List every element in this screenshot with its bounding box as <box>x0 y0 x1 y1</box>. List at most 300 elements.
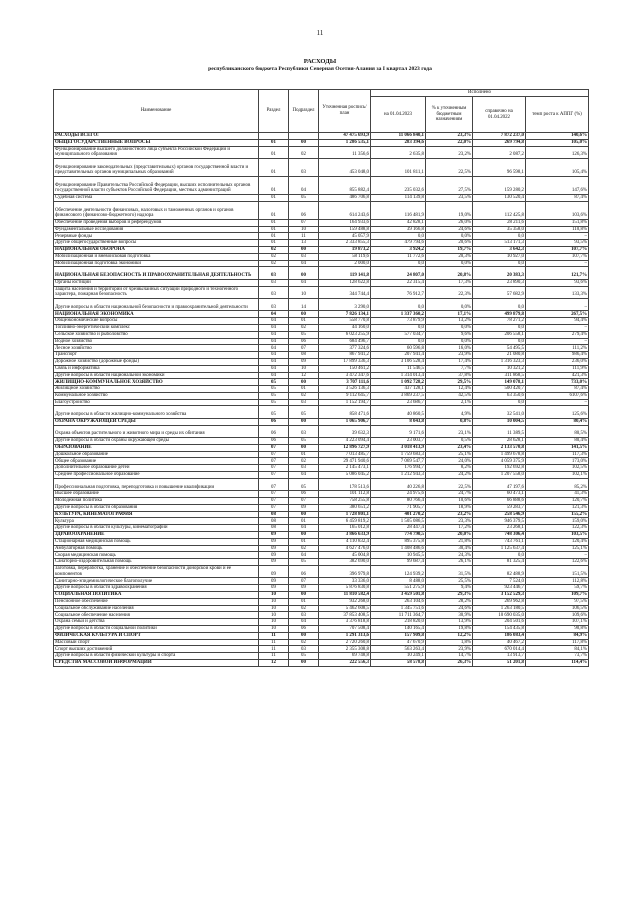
row-executed: 58 578,8 <box>371 659 426 666</box>
row-reference: 7 872 237,0 <box>473 133 526 140</box>
row-reference: 311 868,5 <box>473 372 526 379</box>
row-executed: 28 447,4 <box>371 525 426 532</box>
row-reference: 63 350,6 <box>473 392 526 399</box>
row-name: НАЦИОНАЛЬНАЯ БЕЗОПАСНОСТЬ И ПРАВООХРАНИТЕЛЬНАЯ ДЕЯТЕЛЬНОСТЬ <box>54 267 259 279</box>
row-executed: 42 828,1 <box>371 219 426 226</box>
row-subsection: 00 <box>289 418 319 425</box>
row-reference: 513 171,3 <box>473 240 526 247</box>
row-name: Функционирование законодательных (представительных) органов государственной власти и представительных органов муниципальных образований <box>54 158 259 176</box>
row-growth: 105,4% <box>526 158 589 176</box>
row-section: 10 <box>259 619 289 626</box>
header-section: Раздел <box>259 90 289 133</box>
row-executed: 3 018 413,9 <box>371 444 426 451</box>
table-row <box>54 267 589 279</box>
table-row <box>54 591 589 598</box>
row-percent: 22,0% <box>426 139 473 146</box>
header-name: Наименование <box>54 90 259 133</box>
row-plan: 7 826 134,1 <box>319 311 371 318</box>
row-reference: 28 211,6 <box>473 219 526 226</box>
row-percent: 0,5% <box>426 438 473 445</box>
row-name: Другие вопросы в области образования <box>54 504 259 511</box>
row-reference: 47 197,6 <box>473 478 526 490</box>
row-executed: 11 711 364,7 <box>371 612 426 619</box>
row-section: 10 <box>259 612 289 619</box>
row-name: Культура <box>54 518 259 525</box>
row-name: Массовый спорт <box>54 639 259 646</box>
row-subsection: 00 <box>289 659 319 666</box>
row-executed: 551 275,9 <box>371 585 426 592</box>
row-plan: 128 622,8 <box>319 279 371 286</box>
row-growth: 97,5% <box>526 598 589 605</box>
row-percent: 0,0% <box>426 260 473 267</box>
row-subsection: 04 <box>289 176 319 194</box>
header-pct: % к уточненным бюджетным назначениям <box>426 97 473 133</box>
row-section: 11 <box>259 639 289 646</box>
row-section: 09 <box>259 538 289 545</box>
row-name: Мобилизационная подготовка экономики <box>54 260 259 267</box>
row-name: Обеспечение проведения выборов и референдумов <box>54 219 259 226</box>
row-name: Другие вопросы в области здравоохранения <box>54 585 259 592</box>
row-plan: 1 152 194,7 <box>319 399 371 406</box>
row-executed: 563 263,4 <box>371 646 426 653</box>
row-section: 04 <box>259 338 289 345</box>
row-name: Функционирование высшего должностного лица субъекта Российской Федерации и муниципального образования <box>54 146 259 158</box>
row-percent: 13,9% <box>426 619 473 626</box>
table-row <box>54 338 589 345</box>
row-section: 06 <box>259 418 289 425</box>
row-name: Лесное хозяйство <box>54 345 259 352</box>
table-row <box>54 379 589 386</box>
row-percent: 20,8% <box>426 267 473 279</box>
row-executed: 0,0 <box>371 233 426 240</box>
row-plan: 5 876 830,8 <box>319 585 371 592</box>
row-name: Социальное обеспечение населения <box>54 612 259 619</box>
row-reference: 60 473,1 <box>473 491 526 498</box>
row-growth: 109,7% <box>526 591 589 598</box>
row-section: 09 <box>259 545 289 552</box>
row-name: Другие вопросы в области культуры, кинематографии <box>54 525 259 532</box>
row-name: РАСХОДЫ ВСЕГО: <box>54 133 259 140</box>
row-reference: 1 499 678,8 <box>473 451 526 458</box>
row-plan: 47 475 693,9 <box>319 133 371 140</box>
row-reference: 204 501,6 <box>473 619 526 626</box>
row-executed: 39 166,8 <box>371 226 426 233</box>
row-subsection: 09 <box>289 358 319 365</box>
row-section: 04 <box>259 365 289 372</box>
row-reference: 10 004,5 <box>473 418 526 425</box>
table-row <box>54 472 589 479</box>
row-executed: 0,0 <box>371 298 426 310</box>
row-plan: 3 376 818,8 <box>319 619 371 626</box>
table-row <box>54 478 589 490</box>
row-section: 04 <box>259 352 289 359</box>
row-section: 11 <box>259 632 289 639</box>
row-subsection: 07 <box>289 219 319 226</box>
table-row <box>54 653 589 660</box>
row-subsection: 03 <box>289 612 319 619</box>
row-executed: 1 314 013,4 <box>371 372 426 379</box>
row-name: СОЦИАЛЬНАЯ ПОЛИТИКА <box>54 591 259 598</box>
row-executed: 3 869 237,5 <box>371 392 426 399</box>
row-executed: 9 171,6 <box>371 425 426 437</box>
row-name: Благоустройство <box>54 399 259 406</box>
row-plan: 2 720 260,8 <box>319 639 371 646</box>
row-name: Дошкольное образование <box>54 451 259 458</box>
row-executed: 577 034,7 <box>371 331 426 338</box>
row-section: 03 <box>259 298 289 310</box>
row-name: Водное хозяйство <box>54 338 259 345</box>
row-section: 04 <box>259 358 289 365</box>
row-subsection: 02 <box>289 545 319 552</box>
row-growth: 107,7% <box>526 253 589 260</box>
table-row <box>54 345 589 352</box>
row-reference: 32 541,0 <box>473 406 526 418</box>
row-plan: 150 461,2 <box>319 365 371 372</box>
row-executed: 8 043,8 <box>371 418 426 425</box>
expenditure-table <box>53 89 589 667</box>
table-row <box>54 233 589 240</box>
row-reference: 0,0 <box>473 298 526 310</box>
row-section: 09 <box>259 559 289 566</box>
row-name: Обеспечение деятельности финансовых, налоговых и таможенных органов и органов финансового (финансово-бюджетного) надзора <box>54 201 259 219</box>
row-subsection: 02 <box>289 146 319 158</box>
row-name: Амбулаторная помощь <box>54 545 259 552</box>
row-reference: 20 383,3 <box>473 267 526 279</box>
row-percent: 19,8% <box>426 625 473 632</box>
row-percent: 24,3% <box>426 552 473 559</box>
row-subsection: 10 <box>289 286 319 298</box>
row-reference: 269 962,8 <box>473 598 526 605</box>
table-row <box>54 619 589 626</box>
row-section: 01 <box>259 139 289 146</box>
row-percent: 9,6% <box>426 331 473 338</box>
row-section: 03 <box>259 279 289 286</box>
row-section: 01 <box>259 176 289 194</box>
row-section: 07 <box>259 458 289 465</box>
row-subsection: 10 <box>289 226 319 233</box>
row-growth: 90,8% <box>526 625 589 632</box>
row-subsection: 06 <box>289 201 319 219</box>
row-plan: 2 355 308,8 <box>319 646 371 653</box>
row-plan: 19 873,2 <box>319 246 371 253</box>
row-section: 10 <box>259 598 289 605</box>
row-percent: 19,7% <box>426 246 473 253</box>
row-growth: 103,5% <box>526 532 589 539</box>
row-subsection: 01 <box>289 451 319 458</box>
row-reference: 130 520,4 <box>473 194 526 201</box>
row-percent: 7,7% <box>426 365 473 372</box>
row-name: ОБЩЕГОСУДАРСТВЕННЫЕ ВОПРОСЫ <box>54 139 259 146</box>
row-growth: 421,3% <box>526 372 589 379</box>
row-reference: 3 642,3 <box>473 246 526 253</box>
row-percent: 23,5% <box>426 194 473 201</box>
row-plan: 558 770,8 <box>319 318 371 325</box>
row-subsection: 05 <box>289 438 319 445</box>
row-plan: 380 651,2 <box>319 504 371 511</box>
row-section: 04 <box>259 372 289 379</box>
row-name: Другие общегосударственные вопросы <box>54 240 259 247</box>
row-executed: 218 820,0 <box>371 619 426 626</box>
row-percent: 16,0% <box>426 345 473 352</box>
row-reference: 54 495,5 <box>473 345 526 352</box>
header-reference: справочно на 01.04.2022 <box>473 97 526 133</box>
row-percent: 24,6% <box>426 226 473 233</box>
row-growth: 107,7% <box>526 246 589 253</box>
row-reference: 11 389,5 <box>473 425 526 437</box>
row-executed: 263 104,6 <box>371 598 426 605</box>
row-subsection: 06 <box>289 566 319 578</box>
row-growth: 159,0% <box>526 518 589 525</box>
row-plan: 855 882,4 <box>319 176 371 194</box>
row-section: 04 <box>259 345 289 352</box>
row-growth: 133,3% <box>526 286 589 298</box>
row-subsection: 00 <box>289 511 319 518</box>
table-row <box>54 625 589 632</box>
row-percent: 24,2% <box>426 472 473 479</box>
row-name: ОБРАЗОВАНИЕ <box>54 444 259 451</box>
row-subsection: 06 <box>289 338 319 345</box>
row-percent: 23,4% <box>426 444 473 451</box>
row-subsection: 11 <box>289 233 319 240</box>
row-executed: 1 345 751,6 <box>371 605 426 612</box>
row-section: 09 <box>259 578 289 585</box>
table-row <box>54 194 589 201</box>
row-growth: 84,9% <box>526 632 589 639</box>
table-row <box>54 639 589 646</box>
row-name: Пенсионное обеспечение <box>54 598 259 605</box>
row-percent: 25,5% <box>426 578 473 585</box>
table-row <box>54 444 589 451</box>
row-growth: 733,0% <box>526 379 589 386</box>
table-row <box>54 372 589 379</box>
row-executed: 437 128,1 <box>371 386 426 393</box>
row-growth: – <box>526 324 589 331</box>
row-growth: 84,1% <box>526 646 589 653</box>
row-executed: 60 596,8 <box>371 345 426 352</box>
row-growth: 267,5% <box>526 311 589 318</box>
row-percent: 23,2% <box>426 146 473 158</box>
row-growth: 125,6% <box>526 406 589 418</box>
row-plan: 1 291 313,6 <box>319 632 371 639</box>
row-growth: 80,4% <box>526 438 589 445</box>
row-growth: 87,4% <box>526 194 589 201</box>
row-section: 02 <box>259 253 289 260</box>
row-growth: 117,3% <box>526 451 589 458</box>
row-growth: 236,0% <box>526 358 589 365</box>
row-growth: 147,6% <box>526 176 589 194</box>
row-reference: 57 682,9 <box>473 286 526 298</box>
row-executed: 114 139,8 <box>371 194 426 201</box>
table-row <box>54 518 589 525</box>
row-plan: 1 728 801,1 <box>319 511 371 518</box>
row-percent: 10,6% <box>426 498 473 505</box>
row-percent: 1,8% <box>426 639 473 646</box>
row-plan: 69 748,8 <box>319 653 371 660</box>
row-name: Другие вопросы в области национальной экономики <box>54 372 259 379</box>
row-section: 07 <box>259 498 289 505</box>
row-plan: 3 472 347,6 <box>319 372 371 379</box>
row-name: Общеэкономические вопросы <box>54 318 259 325</box>
row-reference: 21 080,8 <box>473 352 526 359</box>
row-plan: 396 979,8 <box>319 566 371 578</box>
row-plan: 12 896 727,9 <box>319 444 371 451</box>
row-executed: 157 909,8 <box>371 632 426 639</box>
row-percent: 0,0% <box>426 338 473 345</box>
row-growth: 126,3% <box>526 146 589 158</box>
table-row <box>54 646 589 653</box>
row-percent: 13,2% <box>426 318 473 325</box>
row-section: 05 <box>259 406 289 418</box>
row-executed: 22 315,4 <box>371 279 426 286</box>
row-reference: 159 280,2 <box>473 176 526 194</box>
report-subtitle: республиканского бюджета Республики Северная Осетия-Алания за I квартал 2023 года <box>208 66 432 72</box>
row-section: 04 <box>259 324 289 331</box>
row-growth: 173,0% <box>526 458 589 465</box>
row-section: 03 <box>259 267 289 279</box>
row-percent: 24,0% <box>426 458 473 465</box>
row-executed: 73 879,9 <box>371 318 426 325</box>
row-name: Защита населения и территории от чрезвычайных ситуаций природного и техногенного характера, пожарная безопасность <box>54 286 259 298</box>
row-executed: 10 249,1 <box>371 653 426 660</box>
row-percent: 17,2% <box>426 525 473 532</box>
row-percent: 18,9% <box>426 504 473 511</box>
table-row <box>54 532 589 539</box>
row-subsection: 07 <box>289 498 319 505</box>
row-growth: 151,8% <box>526 219 589 226</box>
row-growth: 111,2% <box>526 345 589 352</box>
row-plan: 932 268,0 <box>319 598 371 605</box>
row-growth: 279,4% <box>526 331 589 338</box>
row-growth: 155,2% <box>526 511 589 518</box>
row-percent: 23,3% <box>426 133 473 140</box>
row-growth: 87,4% <box>526 386 589 393</box>
row-plan: 453 048,0 <box>319 158 371 176</box>
row-reference: 10 927,0 <box>473 253 526 260</box>
row-subsection: 01 <box>289 518 319 525</box>
row-name: ЖИЛИЩНО-КОММУНАЛЬНОЕ ХОЗЯЙСТВО <box>54 379 259 386</box>
row-subsection: 00 <box>289 379 319 386</box>
row-plan: 45 057,9 <box>319 233 371 240</box>
row-reference: 81 325,4 <box>473 559 526 566</box>
row-section: 08 <box>259 518 289 525</box>
table-row <box>54 133 589 140</box>
row-name: Другие вопросы в области физической культуры и спорта <box>54 653 259 660</box>
row-growth: 93,5% <box>526 240 589 247</box>
row-percent: 37,8% <box>426 372 473 379</box>
row-reference: 35 358,0 <box>473 226 526 233</box>
row-percent: 17,4% <box>426 358 473 365</box>
row-growth: 986,4% <box>526 352 589 359</box>
row-name: ОХРАНА ОКРУЖАЮЩЕЙ СРЕДЫ <box>54 418 259 425</box>
row-growth: 122,3% <box>526 525 589 532</box>
row-subsection: 10 <box>289 365 319 372</box>
row-subsection: 07 <box>289 578 319 585</box>
row-section: 05 <box>259 392 289 399</box>
row-reference: 96 598,1 <box>473 158 526 176</box>
row-executed: 11 546,5 <box>371 365 426 372</box>
row-subsection: 00 <box>289 632 319 639</box>
table-row <box>54 525 589 532</box>
row-section: 02 <box>259 246 289 253</box>
header-growth: темп роста к АППГ (%) <box>526 97 589 133</box>
row-executed: 11 772,6 <box>371 253 426 260</box>
row-subsection: 02 <box>289 639 319 646</box>
row-name: Дополнительное образование детей <box>54 465 259 472</box>
row-reference: 186 083,4 <box>473 632 526 639</box>
table-body <box>54 133 589 667</box>
row-section: 01 <box>259 201 289 219</box>
row-percent: 22,5% <box>426 158 473 176</box>
row-percent: 12,2% <box>426 632 473 639</box>
row-reference: 946 379,5 <box>473 518 526 525</box>
row-percent: 21,8% <box>426 538 473 545</box>
row-executed: 7 069 547,7 <box>371 458 426 465</box>
row-plan: 3 866 633,9 <box>319 532 371 539</box>
row-reference: 500 420,7 <box>473 386 526 393</box>
row-name: Общее образование <box>54 458 259 465</box>
row-plan: 9 112 645,7 <box>319 392 371 399</box>
row-percent: 20,6% <box>426 240 473 247</box>
row-reference: 670 014,4 <box>473 646 526 653</box>
row-name: Судебная система <box>54 194 259 201</box>
row-section: 07 <box>259 465 289 472</box>
row-name: Другие вопросы в области социальной политики <box>54 625 259 632</box>
row-growth: 59,7% <box>526 585 589 592</box>
row-plan: 1 286 535,1 <box>319 139 371 146</box>
row-name: КУЛЬТУРА, КИНЕМАТОГРАФИЯ <box>54 511 259 518</box>
row-plan: 178 513,6 <box>319 478 371 490</box>
row-growth: 151,5% <box>526 566 589 578</box>
row-plan: 6 023 255,9 <box>319 331 371 338</box>
row-section: 08 <box>259 525 289 532</box>
row-section: 01 <box>259 226 289 233</box>
row-percent: 0,0% <box>426 324 473 331</box>
row-name: Охрана семьи и детства <box>54 619 259 626</box>
table-row <box>54 498 589 505</box>
row-name: Среднее профессиональное образование <box>54 472 259 479</box>
row-executed: 10 945,5 <box>371 552 426 559</box>
row-name: Фундаментальные исследования <box>54 226 259 233</box>
row-growth: 105,0% <box>526 139 589 146</box>
row-percent: 23,2% <box>426 511 473 518</box>
header-subsection: Подраздел <box>289 90 319 133</box>
row-reference: 66 888,6 <box>473 498 526 505</box>
row-reference: 13 913,7 <box>473 653 526 660</box>
row-subsection <box>289 133 319 140</box>
row-executed: 76 912,7 <box>371 286 426 298</box>
row-section: 09 <box>259 566 289 578</box>
row-percent: 0,8% <box>426 418 473 425</box>
row-subsection: 05 <box>289 194 319 201</box>
row-subsection: 07 <box>289 345 319 352</box>
row-name: Дорожное хозяйство (дорожные фонды) <box>54 358 259 365</box>
row-plan: 2 333 855,3 <box>319 240 371 247</box>
row-reference: 10 321,2 <box>473 365 526 372</box>
row-executed: 101 811,1 <box>371 158 426 176</box>
row-name: СРЕДСТВА МАССОВОЙ ИНФОРМАЦИИ <box>54 659 259 666</box>
row-section: 02 <box>259 260 289 267</box>
row-executed: 1 212 943,3 <box>371 472 426 479</box>
row-reference: 23 890,3 <box>473 279 526 286</box>
row-reference: 23 268,1 <box>473 525 526 532</box>
table-row <box>54 465 589 472</box>
table-row <box>54 438 589 445</box>
row-reference: 112 425,8 <box>473 201 526 219</box>
row-subsection: 00 <box>289 532 319 539</box>
row-section: 06 <box>259 438 289 445</box>
row-growth: – <box>526 338 589 345</box>
row-subsection: 05 <box>289 653 319 660</box>
